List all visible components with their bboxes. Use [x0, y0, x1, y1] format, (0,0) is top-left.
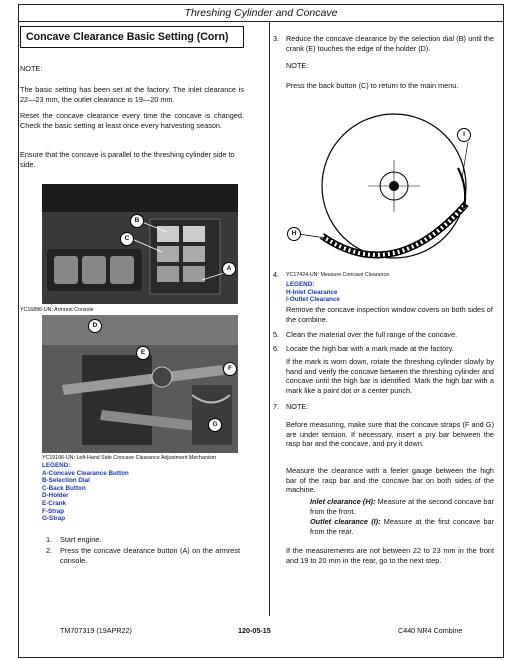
callout-d: D	[88, 319, 102, 333]
step3-text: Reduce the concave clearance by the selection dial (B) until the crank (E) touches the edge of the holder (D).	[286, 34, 494, 53]
step6-text: Locate the high bar with a mark made at the factory.	[286, 344, 454, 353]
armrest-console-photo	[42, 184, 238, 304]
left-legend	[42, 462, 238, 523]
left-para3: Ensure that the concave is parallel to the threshing cylinder side to side.	[20, 150, 235, 169]
footer-page-number: 120-05-15	[238, 626, 271, 635]
outlet-text: Measure at the first concave bar from the rear.	[310, 517, 495, 536]
right-note-text: Press the back button (C) to return to the main menu.	[286, 81, 459, 90]
footer-model: C440 NR4 Combine	[398, 626, 463, 635]
step4-text: Remove the concave inspection window covers on both sides of the combine.	[286, 305, 493, 324]
step5-number: 5.	[273, 330, 280, 339]
step6-detail: If the mark is worn down, rotate the threshing cylinder slowly by hand and verify the concave between the threshing cylinder and concave until the high bar is identified. Mark the high bar with a mark like a paint dot or a center punch.	[286, 357, 494, 395]
step2-number: 2.	[46, 546, 53, 555]
step2-text: Press the concave clearance button (A) on the armrest console.	[60, 546, 240, 565]
fig2-caption: YC19166-UN: Left-Hand Side Concave Clearance Adjustment Mechanism	[42, 455, 217, 461]
callout-b: B	[130, 214, 144, 228]
legend-item: C-Back Button	[42, 484, 86, 492]
legend-title: LEGEND:	[286, 281, 315, 288]
step3-number: 3.	[273, 34, 280, 43]
footer-doc-id: TM707319 (19APR22)	[60, 626, 132, 635]
measure-text: Measure the clearance with a feeler gauge between the high bar of the rasp bar and the concave bar on both sides of the machine.	[286, 466, 494, 495]
left-note-text: The basic setting has been set at the factory. The inlet clearance is 22—23 mm, the outlet clearance is 19—20 mm.	[20, 85, 244, 104]
legend-item: G-Strap	[42, 515, 66, 523]
right-legend	[286, 281, 494, 304]
step7-note: Before measuring, make sure that the concave straps (F and G) are under tension. If necessary, insert a pry bar between the rasp bar and the concave, and pry it down.	[286, 420, 494, 449]
section-title: Concave Clearance Basic Setting (Corn)	[20, 26, 244, 48]
page-header: Threshing Cylinder and Concave	[19, 5, 503, 22]
callout-h: H	[287, 227, 301, 241]
legend-title: LEGEND:	[42, 462, 71, 469]
callout-g: G	[208, 418, 222, 432]
legend-item: A-Concave Clearance Button	[42, 469, 129, 477]
inlet-clearance	[310, 497, 494, 516]
legend-item: B-Selection Dial	[42, 477, 90, 485]
fig1-caption: YC16886-UN: Armrest Console	[20, 307, 94, 313]
outlet-label: Outlet clearance (I):	[310, 517, 381, 526]
step4-number: 4.	[273, 270, 280, 279]
fig3-caption: YC17424-UN: Measure Concave Clearance	[286, 272, 390, 278]
callout-f: F	[223, 362, 237, 376]
column-divider	[269, 22, 270, 616]
left-note-label: NOTE:	[20, 64, 43, 73]
step7-number: 7.	[273, 402, 280, 411]
inlet-label: Inlet clearance (H):	[310, 497, 376, 506]
callout-c: C	[120, 232, 134, 246]
final-text: If the measurements are not between 22 to 23 mm in the front and 19 to 20 mm in the rear, go to the next step.	[286, 546, 494, 565]
step1-text: Start engine.	[60, 535, 102, 544]
step1-number: 1.	[46, 535, 53, 544]
outlet-clearance	[310, 517, 494, 536]
callout-a: A	[222, 262, 236, 276]
right-note-label: NOTE:	[286, 61, 309, 70]
inlet-text: Measure at the second concave bar from the front.	[310, 497, 494, 516]
legend-item: E-Crank	[42, 499, 67, 507]
legend-item: I-Outlet Clearance	[286, 296, 340, 304]
adjustment-mechanism-photo	[42, 315, 238, 453]
step6-number: 6.	[273, 344, 280, 353]
callout-i: I	[457, 128, 471, 142]
legend-item: D-Holder	[42, 492, 69, 500]
legend-item: H-Inlet Clearance	[286, 288, 338, 296]
step7-note-label: NOTE:	[286, 402, 309, 411]
step5-text: Clean the material over the full range of the concave.	[286, 330, 458, 339]
callout-e: E	[136, 346, 150, 360]
left-para2: Reset the concave clearance every time the concave is changed. Check the basic setting at least once every harvesting season.	[20, 111, 244, 130]
legend-item: F-Strap	[42, 507, 65, 515]
